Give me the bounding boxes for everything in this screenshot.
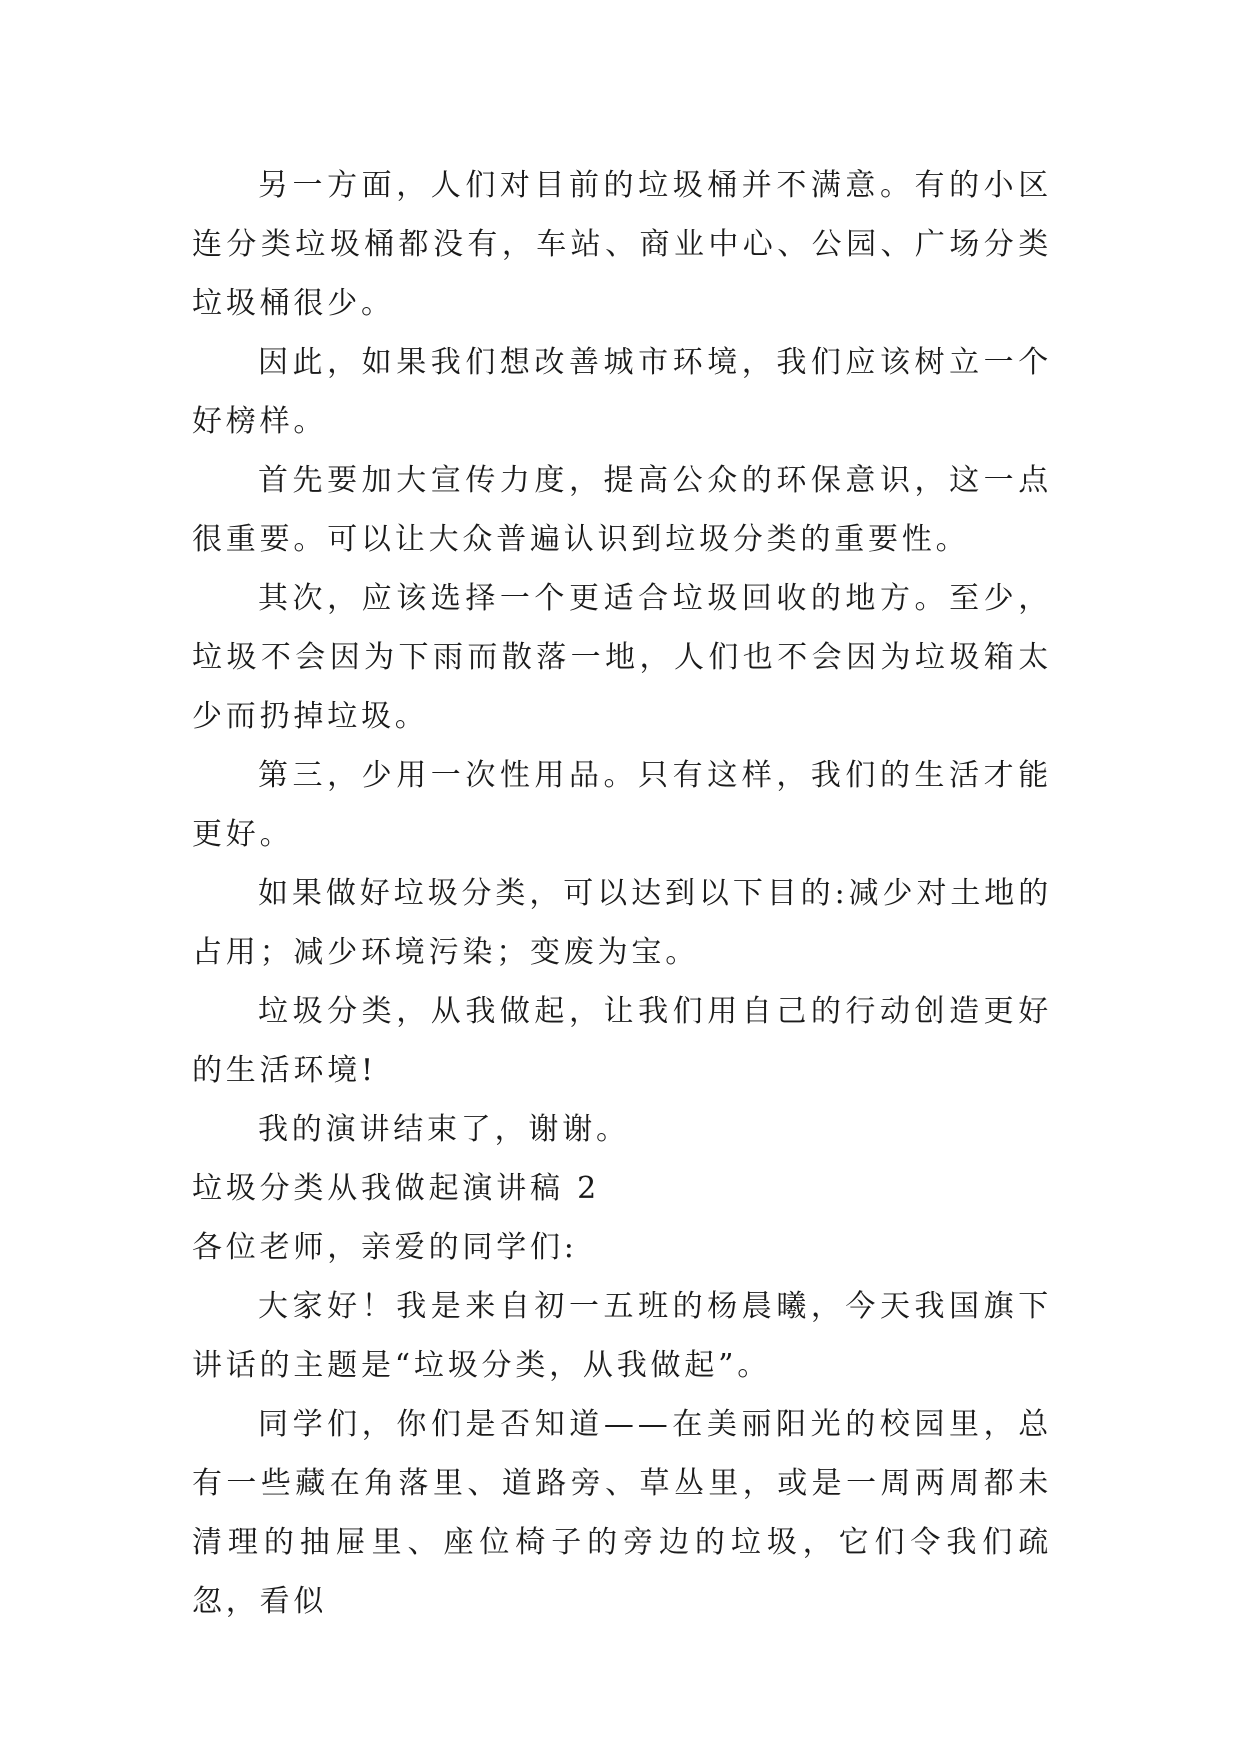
paragraph-disposables: 第三，少用一次性用品。只有这样，我们的生活才能更好。: [192, 758, 1052, 852]
paragraph-collection-site: 其次，应该选择一个更适合垃圾回收的地方。至少，垃圾不会因为下雨而散落一地，人们也不会因为垃圾箱太少而扔掉垃圾。: [192, 581, 1052, 734]
paragraph-closing: 我的演讲结束了，谢谢。: [258, 1112, 630, 1147]
paragraph-call-to-action: 垃圾分类，从我做起，让我们用自己的行动创造更好的生活环境!: [192, 994, 1052, 1088]
paragraph-set-example: 因此，如果我们想改善城市环境，我们应该树立一个好榜样。: [192, 345, 1052, 439]
document-body: [192, 156, 1052, 1631]
paragraph-trash-bins: 另一方面，人们对目前的垃圾桶并不满意。有的小区连分类垃圾桶都没有，车站、商业中心、公园、广场分类垃圾桶很少。: [192, 168, 1052, 321]
section-heading: 垃圾分类从我做起演讲稿 2: [192, 1171, 601, 1206]
paragraph-campus-trash: 同学们，你们是否知道——在美丽阳光的校园里，总有一些藏在角落里、道路旁、草丛里，或是一周两周都未清理的抽屉里、座位椅子的旁边的垃圾，它们令我们疏忽，看似: [192, 1407, 1052, 1619]
salutation: 各位老师，亲爱的同学们:: [192, 1230, 578, 1265]
paragraph-greeting: 大家好！我是来自初一五班的杨晨曦，今天我国旗下讲话的主题是“垃圾分类，从我做起”。: [192, 1289, 1052, 1383]
paragraph-goals: 如果做好垃圾分类，可以达到以下目的:减少对土地的占用；减少环境污染；变废为宝。: [192, 876, 1052, 970]
paragraph-publicity: 首先要加大宣传力度，提高公众的环保意识，这一点很重要。可以让大众普遍认识到垃圾分类的重要性。: [192, 463, 1052, 557]
